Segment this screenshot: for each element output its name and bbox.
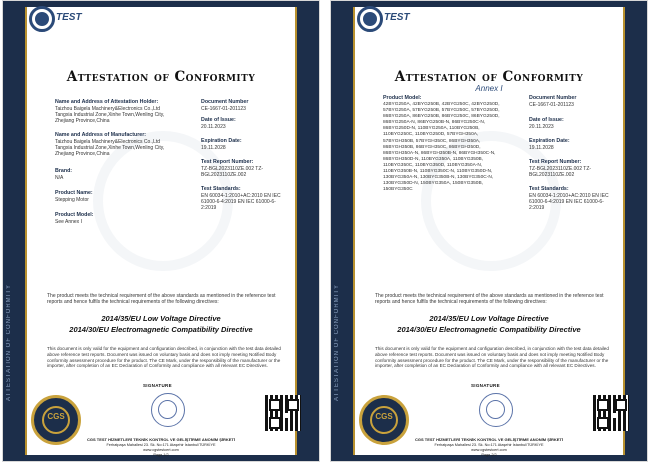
test-standards-label: Test Standards: <box>529 186 569 192</box>
conformity-statement: The product meets the technical requirement of the above standards as mentioned in the reference test reports and hence fulfils the technical requirements of the following directives: <box>375 293 604 306</box>
page-number: Page 2/2 <box>481 453 497 457</box>
footer <box>355 437 623 458</box>
test-report-value: TZ-BGL2023110ZE.002 TZ-BGL2023110ZE.002 <box>201 166 264 179</box>
product-model-value: See Annex I <box>55 219 82 225</box>
models-list: 42BYG250A, 42BYG250B, 42BYG250C, 42BYG250D, 57BYG250A, 57BYG250B, 57BYG250C, 57BYG250D, 86BYG250A, 86BYG250B, 86BYG250C, 86BYG250D, 86BYG250A-N, 86BYG250B-N, 86BYG250C-N, 86BYG250D-N, 110BYG250A, 110BYG250B, 110BYG250C, 110BYG250D, 57BYGH350A, 57BYGH350B, 57BYGH350C, 86BYGH350A, 86BYGH350B, 86BYGH350C, 86BYGH350D, 86BYGH350A-N, 86BYGH350B-N, 86BYGH350C-N, 86BYGH350D-N, 110BYG350A, 110BYG350B, 110BYG350C, 110BYG350D, 110BYG350A-N, 110BYG350B-N, 110BYG350C-N, 110BYG350D-N, 130BYG350A-N, 130BYG350B-N, 130BYG350C-N, 130BYG350D-N, 150BYG350A, 150BYG350B, 150BYG350C <box>383 102 500 193</box>
expiration-value: 19.11.2028 <box>529 145 554 151</box>
test-standards-value: EN 60034-1:2010+AC:2010 EN IEC 61000-6-4:2019 EN IEC 61000-6-2:2019 <box>201 193 281 212</box>
right-gold-line <box>623 1 625 462</box>
signature-label: SIGNATURE <box>143 383 172 388</box>
page-title: Attestation of Conformity <box>394 69 584 85</box>
doc-number-label: Document Number <box>529 95 577 101</box>
gold-seal: CGS <box>31 395 81 445</box>
expiration-label: Expiration Date: <box>201 138 242 144</box>
test-report-label: Test Report Number: <box>201 159 254 165</box>
product-name-label: Product Name: <box>55 190 93 196</box>
date-issue-label: Date of Issue: <box>201 117 236 123</box>
official-stamp <box>151 393 185 427</box>
certificate-page-1 <box>2 0 320 462</box>
qr-code[interactable] <box>265 395 301 431</box>
cgs-logo: TEST <box>29 6 87 36</box>
cgs-logo: TEST <box>357 6 415 36</box>
test-standards-value: EN 60034-1:2010+AC:2010 EN IEC 61000-6-4:2019 EN IEC 61000-6-2:2019 <box>529 193 609 212</box>
directive-lvd: 2014/35/EU Low Voltage Directive <box>429 314 549 323</box>
certificate-page-2 <box>330 0 648 462</box>
footer-web[interactable]: www.cgstestcert.com <box>143 448 179 452</box>
footer-address: Ferhatpaşa Mahallesi 23. Sk. No:171 Ataşehir İstanbul/TÜRKİYE <box>106 443 216 447</box>
expiration-value: 19.11.2028 <box>201 145 226 151</box>
doc-number-value: CE-1667-01-201123 <box>529 102 574 108</box>
date-issue-value: 20.11.2023 <box>529 124 554 130</box>
side-vertical-text: ATTESTATION OF CONFORMITY <box>6 284 12 401</box>
models-label: Product Model: <box>383 95 422 101</box>
directive-lvd: 2014/35/EU Low Voltage Directive <box>101 314 221 323</box>
product-name-value: Stepping Motor <box>55 197 89 203</box>
test-report-label: Test Report Number: <box>529 159 582 165</box>
brand-value: N/A <box>55 175 64 181</box>
qr-code[interactable] <box>593 395 629 431</box>
gold-seal: CGS <box>359 395 409 445</box>
page-number: Page 1/2 <box>153 453 169 457</box>
date-issue-value: 20.11.2023 <box>201 124 226 130</box>
annex-label: Annex I <box>475 84 503 93</box>
right-gold-line <box>295 1 297 462</box>
manufacturer-label: Name and Address of Manufacturer: <box>55 132 147 138</box>
doc-number-value: CE-1667-01-201123 <box>201 106 246 112</box>
footer-company: CGS TEST HİZMETLERİ TEKNİK KONTROL VE GELİŞTİRME ANONİM ŞİRKETİ <box>86 437 235 442</box>
official-stamp <box>479 393 513 427</box>
footer-company: CGS TEST HİZMETLERİ TEKNİK KONTROL VE GELİŞTİRME ANONİM ŞİRKETİ <box>414 437 563 442</box>
footer <box>27 437 295 458</box>
brand-label: Brand: <box>55 168 73 174</box>
holder-value: Taizhou Baigela Machinery&Electronics Co.,Ltd Tangxia Industrial Zone,Xinhe Town,Wenling City, Zhejiang Province,China <box>55 106 165 125</box>
conformity-statement: The product meets the technical requirement of the above standards as mentioned in the reference test reports and hence fulfils the technical requirements of the following directives: <box>47 293 276 306</box>
product-model-label: Product Model: <box>55 212 94 218</box>
footer-web[interactable]: www.cgstestcert.com <box>471 448 507 452</box>
right-border <box>625 1 647 462</box>
signature-label: SIGNATURE <box>471 383 500 388</box>
test-report-value: TZ-BGL2023110ZE.002 TZ-BGL2023110ZE.002 <box>529 166 592 179</box>
expiration-label: Expiration Date: <box>529 138 570 144</box>
date-issue-label: Date of Issue: <box>529 117 564 123</box>
footer-address: Ferhatpaşa Mahallesi 23. Sk. No:171 Ataşehir İstanbul/TÜRKİYE <box>434 443 544 447</box>
directive-emc: 2014/30/EU Electromagnetic Compatibility Directive <box>397 325 581 334</box>
manufacturer-value: Taizhou Baigela Machinery&Electronics Co.,Ltd Tangxia Industrial Zone,Xinhe Town,Wenling City, Zhejiang Province,China <box>55 139 165 158</box>
holder-label: Name and Address of Attestation Holder: <box>55 99 159 105</box>
doc-number-label: Document Number <box>201 99 249 105</box>
validity-note: This document is only valid for the equipment and configuration described, in conjunction with the test data detailed above reference test reports. Document was issued on voluntary basis and does not imply meeting Notified Body conformity assessment procedure for the product. The CE Mark, under the responsibility of the manufacturer or the importer, after completion of an EC Declaration of Conformity and compliance with all relevant EC Directives. <box>375 346 609 369</box>
test-standards-label: Test Standards: <box>201 186 241 192</box>
side-vertical-text: ATTESTATION OF CONFORMITY <box>334 284 340 401</box>
validity-note: This document is only valid for the equipment and configuration described, in conjunction with the test data detailed above reference test reports. Document was issued on voluntary basis and does not imply meeting Notified Body conformity assessment procedure for the product. The CE Mark, under the responsibility of the manufacturer or the importer, after completion of an EC Declaration of Conformity and compliance with all relevant EC Directives. <box>47 346 281 369</box>
directive-emc: 2014/30/EU Electromagnetic Compatibility Directive <box>69 325 253 334</box>
right-border <box>297 1 319 462</box>
page-title: Attestation of Conformity <box>66 69 256 85</box>
